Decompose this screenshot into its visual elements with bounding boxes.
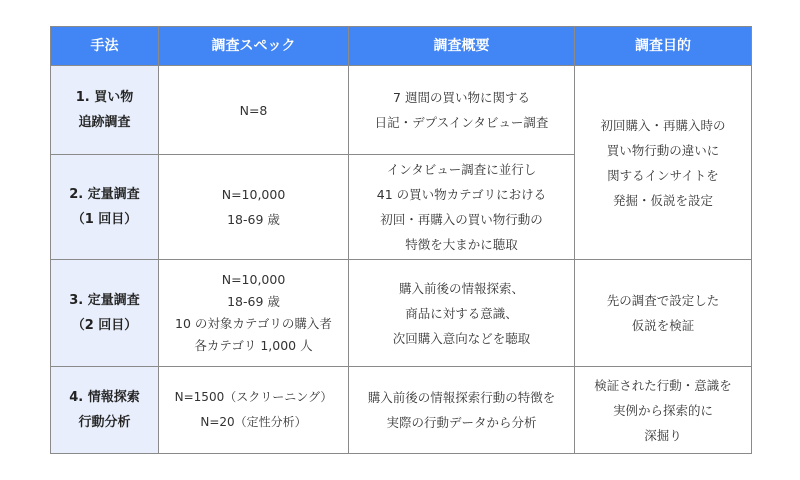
purpose-line: 深掘り	[644, 427, 682, 443]
overview-line: 購入前後の情報探索行動の特徴を	[367, 390, 556, 405]
research-methods-table	[50, 26, 752, 454]
spec-cell	[159, 367, 349, 454]
overview-line: 購入前後の情報探索、	[398, 280, 524, 296]
table-row	[51, 260, 752, 367]
table-header-row	[51, 27, 752, 66]
method-cell	[51, 155, 159, 260]
method-cell	[51, 66, 159, 155]
header-overview: 調査概要	[349, 27, 575, 66]
spec-cell	[159, 66, 349, 155]
purpose-line: 発掘・仮説を設定	[612, 192, 713, 208]
purpose-line: 仮説を検証	[631, 318, 695, 333]
purpose-cell-merged	[575, 66, 752, 260]
purpose-line: 先の調査で設定した	[606, 293, 720, 308]
overview-cell	[349, 367, 575, 454]
spec-line: 18-69 歳	[227, 294, 280, 309]
overview-line: 初回・再購入の買い物行動の	[380, 212, 543, 227]
spec-line: N=10,000	[221, 272, 286, 287]
spec-line: N=1500（スクリーニング）	[174, 390, 333, 404]
purpose-line: 実例から探索的に	[612, 402, 713, 418]
spec-line: N=20（定性分析）	[200, 415, 307, 429]
header-spec: 調査スペック	[159, 27, 349, 66]
table-row	[51, 66, 752, 155]
purpose-cell	[575, 260, 752, 367]
overview-cell	[349, 260, 575, 367]
method-line: 4. 情報探索	[69, 390, 140, 405]
overview-line: 7 週間の買い物に関する	[393, 90, 530, 105]
method-line: 1. 買い物	[75, 90, 134, 105]
overview-line: 実際の行動データから分析	[386, 415, 537, 430]
overview-cell	[349, 66, 575, 155]
overview-line: 41 の買い物カテゴリにおける	[376, 187, 547, 202]
overview-line: 日記・デプスインタビュー調査	[374, 115, 549, 130]
overview-cell	[349, 155, 575, 260]
purpose-line: 初回購入・再購入時の	[600, 117, 726, 133]
purpose-cell	[575, 367, 752, 454]
method-cell	[51, 367, 159, 454]
purpose-line: 買い物行動の違いに	[606, 142, 720, 158]
spec-line: N=10,000	[221, 187, 286, 202]
spec-cell	[159, 155, 349, 260]
purpose-line: 関するインサイトを	[607, 167, 719, 183]
method-line: （1 回目）	[71, 212, 138, 227]
spec-line: 各カテゴリ 1,000 人	[194, 338, 313, 353]
header-method: 手法	[51, 27, 159, 66]
method-line: 3. 定量調査	[69, 293, 140, 308]
method-line: 追跡調査	[78, 115, 131, 130]
method-line: 行動分析	[78, 415, 131, 430]
spec-cell	[159, 260, 349, 367]
method-line: （2 回目）	[71, 318, 138, 333]
method-cell	[51, 260, 159, 367]
overview-line: 商品に対する意識、	[405, 305, 518, 321]
method-line: 2. 定量調査	[69, 187, 140, 202]
overview-line: 特徴を大まかに聴取	[405, 237, 518, 252]
table-row	[51, 367, 752, 454]
spec-line: N=8	[239, 102, 268, 118]
purpose-line: 検証された行動・意識を	[594, 377, 732, 393]
spec-line: 10 の対象カテゴリの購入者	[175, 316, 332, 331]
overview-line: 次回購入意向などを聴取	[392, 330, 531, 346]
header-purpose: 調査目的	[575, 27, 752, 66]
spec-line: 18-69 歳	[227, 212, 280, 227]
research-table-container	[50, 26, 751, 454]
overview-line: インタビュー調査に並行し	[386, 162, 537, 177]
